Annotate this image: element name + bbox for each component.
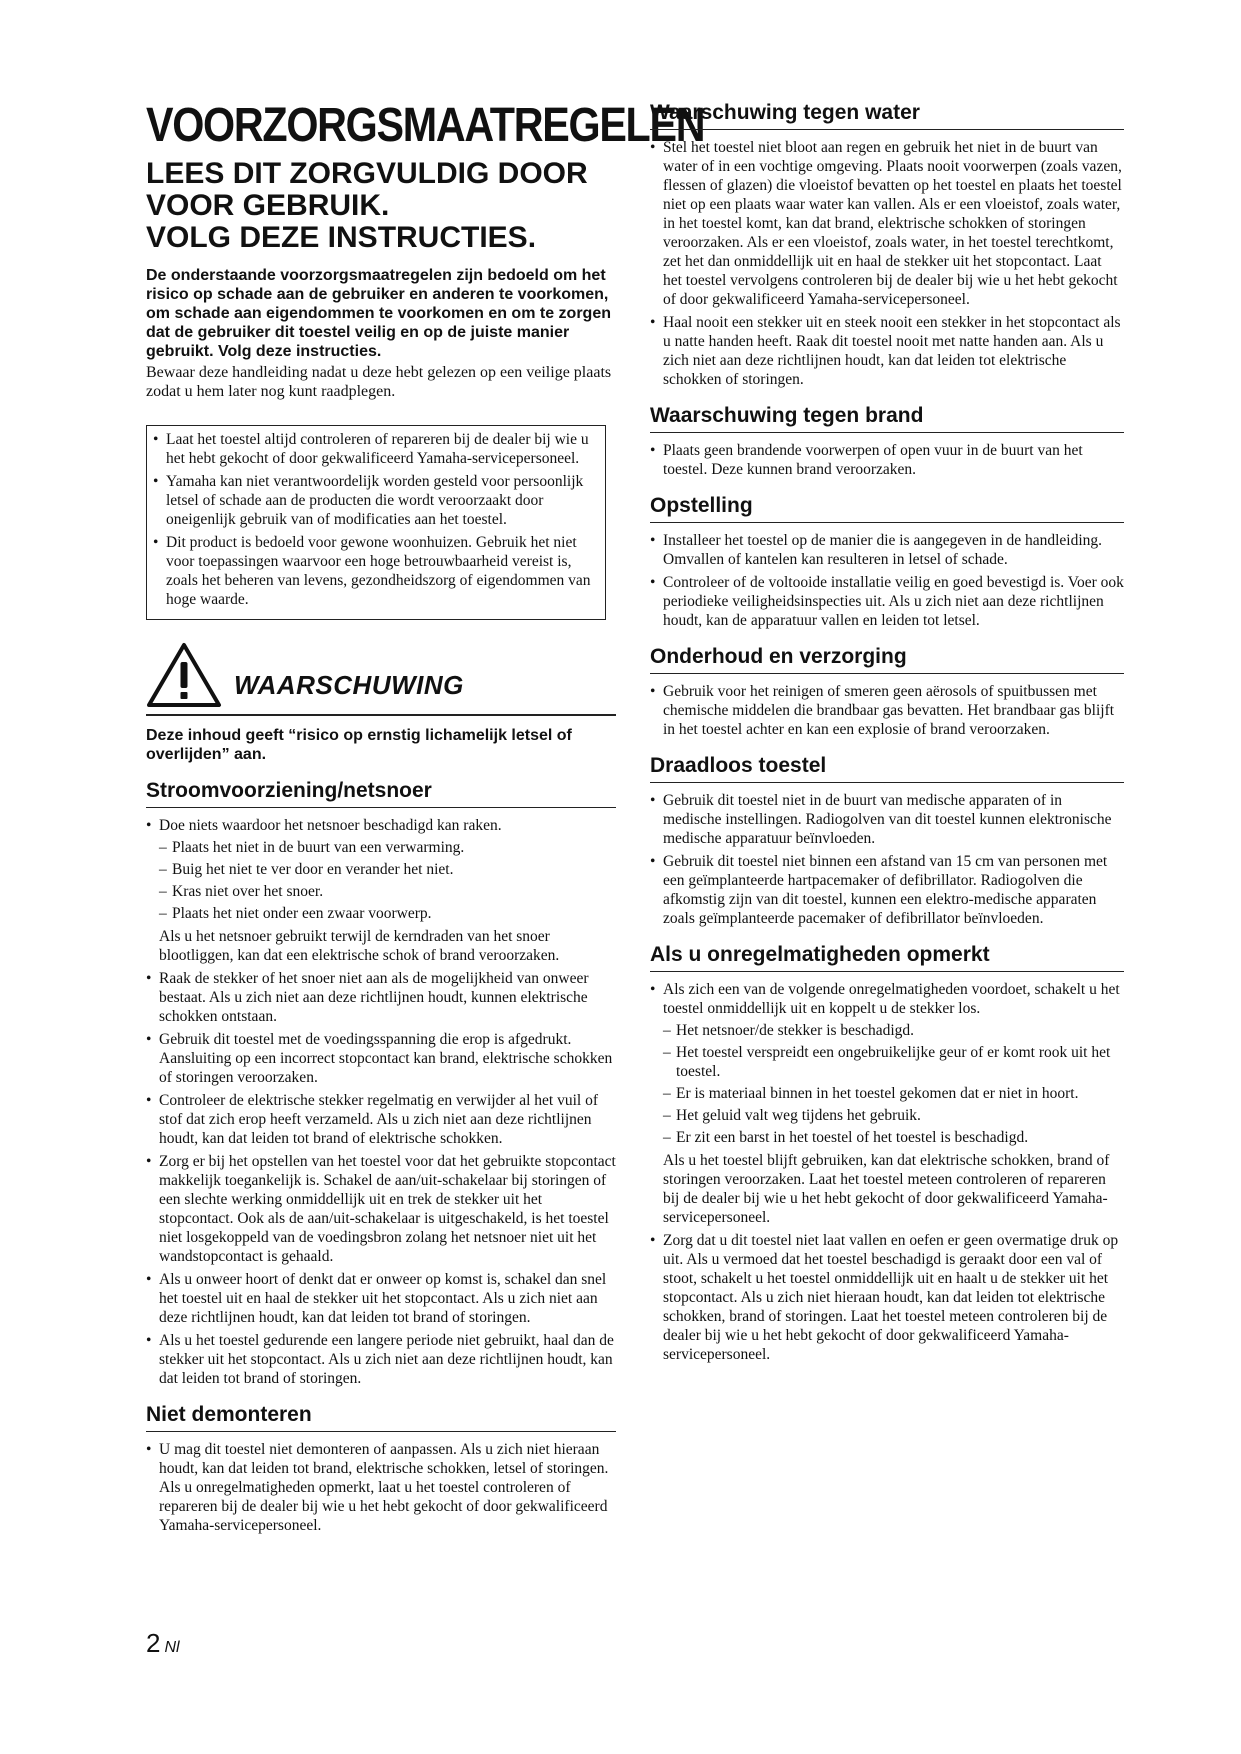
section-heading-power: Stroomvoorziening/netsnoer — [146, 778, 616, 808]
list-item: • Gebruik dit toestel niet in de buurt van medische apparaten of in medische instellingen. Radiogolven van dit toestel kunnen elektronische medische apparatuur beïnvloeden. — [650, 791, 1124, 848]
power-sublist — [159, 838, 616, 923]
language-code: Nl — [164, 1639, 180, 1656]
notice-list — [153, 430, 597, 609]
warning-subtitle: Deze inhoud geeft “risico op ernstig lichamelijk letsel of overlijden” aan. — [146, 727, 572, 763]
page-footer — [146, 1628, 180, 1659]
list-item: • Als u het toestel gedurende een langere periode niet gebruikt, haal dan de stekker uit het stopcontact. Als u zich niet aan deze richtlijnen houdt, kan dat leiden tot brand of storingen. — [146, 1331, 616, 1388]
list-item: • Raak de stekker of het snoer niet aan als de mogelijkheid van onweer bestaat. Als u zich niet aan deze richtlijnen houdt, kunnen elektrische schokken ontstaan. — [146, 969, 616, 1026]
section-heading-maintenance: Onderhoud en verzorging — [650, 644, 1124, 674]
maintenance-list — [650, 682, 1124, 739]
list-item: • Als u onweer hoort of denkt dat er onweer op komst is, schakel dan snel het toestel uit en haal de stekker uit het stopcontact. Als u zich niet aan deze richtlijnen houdt, kan dat leiden tot brand of storingen. — [146, 1270, 616, 1327]
irregular-list — [650, 980, 1124, 1364]
section-heading-water: Waarschuwing tegen water — [650, 100, 1124, 130]
power-list — [146, 816, 616, 1388]
list-item: • Controleer de elektrische stekker regelmatig en verwijder al het vuil of stof dat zich erop heeft verzameld. Als u zich niet aan deze richtlijnen houdt, kan dat leiden tot brand of elektrische schokken. — [146, 1091, 616, 1148]
warning-title: WAARSCHUWING — [234, 670, 464, 700]
disassemble-list — [146, 1440, 616, 1535]
list-item — [650, 980, 1124, 1227]
warning-header — [146, 642, 616, 716]
subtitle — [146, 158, 616, 254]
section-heading-wireless: Draadloos toestel — [650, 753, 1124, 783]
section-heading-irregular: Als u onregelmatigheden opmerkt — [650, 942, 1124, 972]
notice-box — [146, 425, 606, 620]
page-title: VOORZORGSMAATREGELEN — [146, 99, 705, 152]
sub-item: – Plaats het niet onder een zwaar voorwerp. — [159, 904, 616, 923]
list-item: • Zorg er bij het opstellen van het toestel voor dat het gebruikte stopcontact makkelijk toegankelijk is. Schakel de aan/uit-schakelaar bij storingen of een slechte werking onmiddellijk uit en trek de stekker uit het stopcontact. Ook als de aan/uit-schakelaar is uitgeschakeld, is het toestel niet losgekoppeld van de voedingsbron zolang het netsnoer niet uit het wandstopcontact is gehaald. — [146, 1152, 616, 1266]
intro-bold-text: De onderstaande voorzorgsmaatregelen zijn bedoeld om het risico op schade aan de gebruiker en anderen te voorkomen, om schade aan eigendommen te voorkomen en om te zorgen dat de gebruiker dit toestel veilig en op de juiste manier gebruikt. Volg deze instructies. — [146, 267, 611, 360]
list-item: • Gebruik voor het reinigen of smeren geen aërosols of spuitbussen met chemische middelen die brandbaar gas bevatten. Het brandbaar gas blijft in het toestel achter en kan een explosie of brand veroorzaken. — [650, 682, 1124, 739]
sub-item: – Plaats het niet in de buurt van een verwarming. — [159, 838, 616, 857]
subtitle-line: LEES DIT ZORGVULDIG DOOR — [146, 157, 588, 190]
fire-list — [650, 441, 1124, 479]
intro-text: Bewaar deze handleiding nadat u deze hebt gelezen op een veilige plaats zodat u hem later nog kunt raadplegen. — [146, 364, 612, 400]
section-heading-disassemble: Niet demonteren — [146, 1402, 616, 1432]
list-item-text: Doe niets waardoor het netsnoer beschadigd kan raken. — [159, 817, 502, 834]
right-column — [650, 100, 1124, 1368]
page-number: 2 — [146, 1628, 161, 1658]
list-item: • Plaats geen brandende voorwerpen of open vuur in de buurt van het toestel. Deze kunnen brand veroorzaken. — [650, 441, 1124, 479]
list-item-text: Als zich een van de volgende onregelmatigheden voordoet, schakelt u het toestel onmiddellijk uit en koppelt u de stekker los. — [663, 981, 1120, 1017]
water-list — [650, 138, 1124, 389]
irregular-sublist — [663, 1021, 1124, 1147]
sub-item: – Het toestel verspreidt een ongebruikelijke geur of er komt rook uit het toestel. — [663, 1043, 1124, 1081]
subtitle-line: VOOR GEBRUIK. — [146, 189, 390, 222]
list-item-note: Als u het toestel blijft gebruiken, kan dat elektrische schokken, brand of storingen veroorzaken. Laat het toestel meteen controleren of repareren bij de dealer bij wie u het hebt gekocht of door gekwalificeerd Yamaha-servicepersoneel. — [663, 1152, 1110, 1226]
sub-item: – Er zit een barst in het toestel of het toestel is beschadigd. — [663, 1128, 1124, 1147]
list-item: • Gebruik dit toestel met de voedingsspanning die erop is afgedrukt. Aansluiting op een incorrect stopcontact kan brand, elektrische schokken of storingen veroorzaken. — [146, 1030, 616, 1087]
list-item: • Controleer of de voltooide installatie veilig en goed bevestigd is. Voer ook periodieke veiligheidsinspecties uit. Als u zich niet aan deze richtlijnen houdt, kan de apparatuur vallen en leiden tot letsel. — [650, 573, 1124, 630]
list-item: • Gebruik dit toestel niet binnen een afstand van 15 cm van personen met een geïmplanteerde hartpacemaker of defibrillator. Radiogolven die afkomstig zijn van dit toestel, kunnen een elektro-medische apparaten zoals geïmplanteerde pacemaker of defibrillator beïnvloeden. — [650, 852, 1124, 928]
notice-item: • Dit product is bedoeld voor gewone woonhuizen. Gebruik het niet voor toepassingen waarvoor een hoge betrouwbaarheid vereist is, zoals het beheren van levens, gezondheidszorg of eigendommen van hoge waarde. — [153, 533, 597, 609]
section-heading-fire: Waarschuwing tegen brand — [650, 403, 1124, 433]
warning-triangle-icon — [146, 642, 222, 708]
list-item-note: Als u het netsnoer gebruikt terwijl de kerndraden van het snoer blootliggen, kan dat een elektrische schok of brand veroorzaken. — [159, 928, 560, 964]
list-item: • Haal nooit een stekker uit en steek nooit een stekker in het stopcontact als u natte handen heeft. Raak dit toestel nooit met natte handen aan. Als u zich niet aan deze richtlijnen houdt, kan dat leiden tot elektrische schokken of storingen. — [650, 313, 1124, 389]
list-item: • Stel het toestel niet bloot aan regen en gebruik het niet in de buurt van water of in een vochtige omgeving. Plaats nooit voorwerpen (zoals vazen, flessen of glazen) die vloeistof bevatten op het toestel en plaats het toestel niet op een plaats waar water kan vallen. Als er een vloeistof, zoals water, in het toestel komt, kan dat brand, elektrische schokken of storingen veroorzaken. Als er een vloeistof, zoals water, in het toestel terechtkomt, zet het dan onmiddellijk uit en haal de stekker uit het stopcontact. Laat het toestel vervolgens controleren bij de dealer bij wie u het hebt gekocht of door gekwalificeerd Yamaha-servicepersoneel. — [650, 138, 1124, 309]
setup-list — [650, 531, 1124, 630]
sub-item: – Er is materiaal binnen in het toestel gekomen dat er niet in hoort. — [663, 1084, 1124, 1103]
list-item: • Installeer het toestel op de manier die is aangegeven in de handleiding. Omvallen of kantelen kan resulteren in letsel of schade. — [650, 531, 1124, 569]
sub-item: – Het geluid valt weg tijdens het gebruik. — [663, 1106, 1124, 1125]
sub-item: – Buig het niet te ver door en verander het niet. — [159, 860, 616, 879]
wireless-list — [650, 791, 1124, 928]
sub-item: – Kras niet over het snoer. — [159, 882, 616, 901]
sub-item: – Het netsnoer/de stekker is beschadigd. — [663, 1021, 1124, 1040]
notice-item: • Laat het toestel altijd controleren of repareren bij de dealer bij wie u het hebt gekocht of door gekwalificeerd Yamaha-servicepersoneel. — [153, 430, 597, 468]
list-item: • Zorg dat u dit toestel niet laat vallen en oefen er geen overmatige druk op uit. Als u vermoed dat het toestel beschadigd is geraakt door een val of stoot, schakelt u het toestel onmiddellijk uit en haalt u de stekker uit het stopcontact. Als u zich niet hieraan houdt, kan dat leiden tot elektrische schokken, brand of storingen. Laat het toestel meteen controleren bij de dealer bij wie u het hebt gekocht of door gekwalificeerd Yamaha-servicepersoneel. — [650, 1231, 1124, 1364]
list-item: • U mag dit toestel niet demonteren of aanpassen. Als u zich niet hieraan houdt, kan dat leiden tot brand, elektrische schokken, letsel of storingen. Als u onregelmatigheden opmerkt, laat u het toestel controleren of repareren bij de dealer bij wie u het hebt gekocht of door gekwalificeerd Yamaha-servicepersoneel. — [146, 1440, 616, 1535]
section-heading-setup: Opstelling — [650, 493, 1124, 523]
subtitle-line: VOLG DEZE INSTRUCTIES. — [146, 221, 537, 254]
notice-item: • Yamaha kan niet verantwoordelijk worden gesteld voor persoonlijk letsel of schade aan de producten die wordt veroorzaakt door oneigenlijk gebruik van of modificaties aan het toestel. — [153, 472, 597, 529]
list-item — [146, 816, 616, 965]
